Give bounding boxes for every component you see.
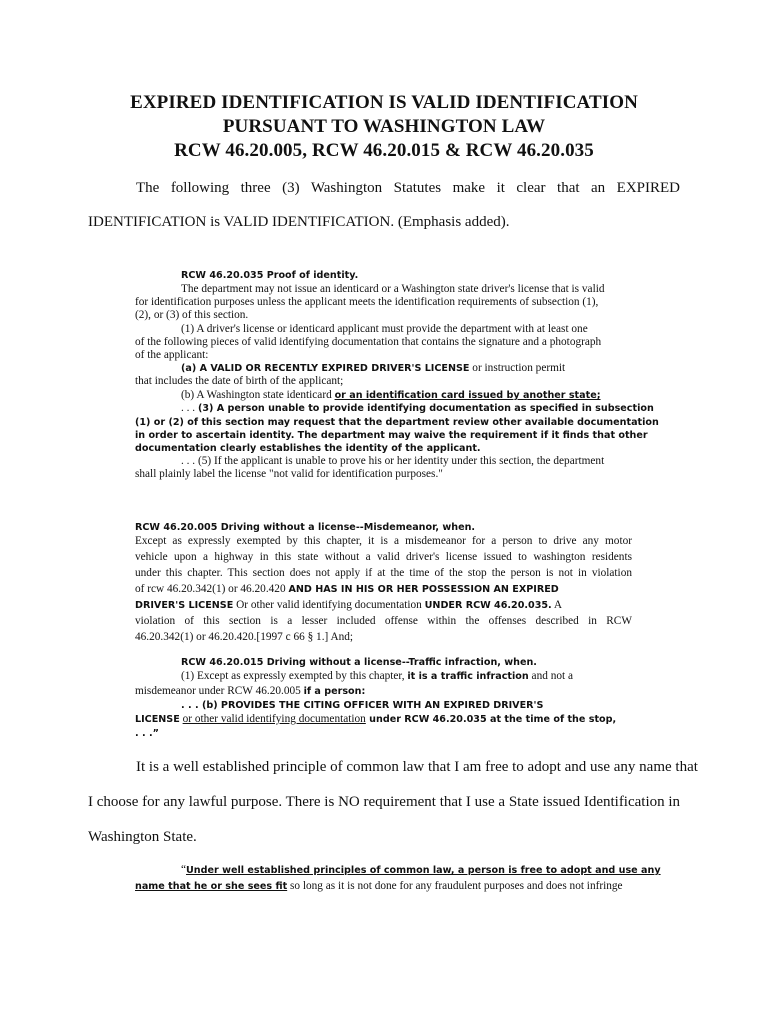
rcw-005-line: Except as expressly exempted by this chapter, it is a misdemeanor for a person to drive any motor <box>135 535 632 547</box>
plain-text: misdemeanor under RCW 46.20.005 <box>135 685 304 697</box>
emphasis-text: (3) A person unable to provide identifying documentation as specified in subsection <box>197 403 654 414</box>
title-line-3: RCW 46.20.005, RCW 46.20.015 & RCW 46.20.035 <box>174 140 594 161</box>
emphasis-text: LICENSE <box>135 714 180 725</box>
emphasis-text: UNDER RCW 46.20.035. <box>424 600 552 611</box>
emphasis-text: if a person: <box>303 686 366 697</box>
open-quote: “ <box>181 864 187 876</box>
underlined-emphasis: Under well established principles of common law, a person is free to adopt and use any <box>186 865 661 876</box>
emphasis-text: under RCW 46.20.035 at the time of the stop, <box>365 714 617 725</box>
para2-line-3: Washington State. <box>88 829 197 845</box>
plain-text: of rcw 46.20.342(1) or 46.20.420 <box>135 583 289 595</box>
rcw-005-line <box>135 583 559 596</box>
plain-text: or instruction permit <box>469 362 566 374</box>
plain-text: (b) A Washington state identicard <box>181 389 335 401</box>
rcw-015-line: . . .” <box>135 728 159 739</box>
underlined-emphasis: name that he or she sees fit <box>135 881 288 892</box>
rcw-035-line: for identification purposes unless the applicant meets the identification requirements of subsection (1), <box>135 296 599 308</box>
underlined-text: or other valid identifying documentation <box>182 713 366 725</box>
rcw-005-line: 46.20.342(1) or 46.20.420.[1997 c 66 § 1.] And; <box>135 631 354 643</box>
rcw-015-heading: RCW 46.20.015 Driving without a license--Traffic infraction, when. <box>181 657 537 668</box>
intro-line-1: The following three (3) Washington Statutes make it clear that an EXPIRED <box>136 180 680 196</box>
rcw-005-heading: RCW 46.20.005 Driving without a license--Misdemeanor, when. <box>135 522 476 533</box>
plain-text: Or other valid identifying documentation <box>233 599 425 611</box>
emphasis-text: AND HAS IN HIS OR HER POSSESSION AN EXPIRED <box>288 584 559 595</box>
rcw-035-line: documentation clearly establishes the identity of the applicant. <box>135 443 481 454</box>
underlined-emphasis: or an identification card issued by another state; <box>334 390 601 401</box>
rcw-035-heading: RCW 46.20.035 Proof of identity. <box>181 270 359 281</box>
emphasis-text: (a) A VALID OR RECENTLY EXPIRED DRIVER'S LICENSE <box>181 363 470 374</box>
rcw-035-line: shall plainly label the license "not valid for identification purposes." <box>135 468 443 480</box>
rcw-035-line: in order to ascertain identity. The department may waive the requirement if it finds that other <box>135 430 648 441</box>
rcw-015-line <box>181 670 573 683</box>
rcw-035-line: (2), or (3) of this section. <box>135 309 249 321</box>
rcw-035-line: (1) A driver's license or identicard applicant must provide the department with at least one <box>181 323 588 335</box>
quote-line <box>135 880 623 893</box>
rcw-005-line: under this chapter. This section does not apply if at the time of the stop the person is not in violation <box>135 567 632 579</box>
para2-line-2: I choose for any lawful purpose. There is NO requirement that I use a State issued Identification in <box>88 794 681 810</box>
plain-text: (1) Except as expressly exempted by this chapter, <box>181 670 408 682</box>
rcw-005-line: violation of this section is a lesser included offense within the offenses described in RCW <box>135 615 632 627</box>
rcw-035-line: (1) or (2) of this section may request that the department review other available documentation <box>135 417 659 428</box>
rcw-015-line: . . . (b) PROVIDES THE CITING OFFICER WITH AN EXPIRED DRIVER'S <box>181 700 544 711</box>
emphasis-text: it is a traffic infraction <box>407 671 529 682</box>
intro-line-2: IDENTIFICATION is VALID IDENTIFICATION. (Emphasis added). <box>88 214 510 230</box>
rcw-005-line: vehicle upon a highway in this state without a valid driver's license issued to washington residents <box>135 551 632 563</box>
rcw-035-line: The department may not issue an identicard or a Washington state driver's license that is valid <box>181 283 605 295</box>
title-line-2: PURSUANT TO WASHINGTON LAW <box>222 116 546 137</box>
rcw-035-line <box>181 389 601 402</box>
rcw-035-line: of the applicant: <box>135 349 209 361</box>
rcw-035-line: of the following pieces of valid identifying documentation that contains the signature and a photograph <box>135 336 602 348</box>
plain-text: A <box>551 599 563 611</box>
rcw-035-line: that includes the date of birth of the applicant; <box>135 375 344 387</box>
quote-line <box>181 864 661 877</box>
rcw-015-line <box>135 685 365 698</box>
plain-text: . . . <box>181 402 198 414</box>
rcw-035-line <box>181 362 565 375</box>
plain-text: and not a <box>528 670 573 682</box>
title-line-1: EXPIRED IDENTIFICATION IS VALID IDENTIFICATION <box>130 92 638 113</box>
rcw-035-line <box>181 402 654 415</box>
emphasis-text: DRIVER'S LICENSE <box>135 600 234 611</box>
para2-line-1: It is a well established principle of common law that I am free to adopt and use any name that <box>136 759 698 775</box>
rcw-035-line: . . . (5) If the applicant is unable to prove his or her identity under this section, the department <box>181 455 605 467</box>
rcw-015-line <box>135 713 616 726</box>
rcw-005-line <box>135 599 562 612</box>
plain-text: so long as it is not done for any fraudulent purposes and does not infringe <box>287 880 623 892</box>
